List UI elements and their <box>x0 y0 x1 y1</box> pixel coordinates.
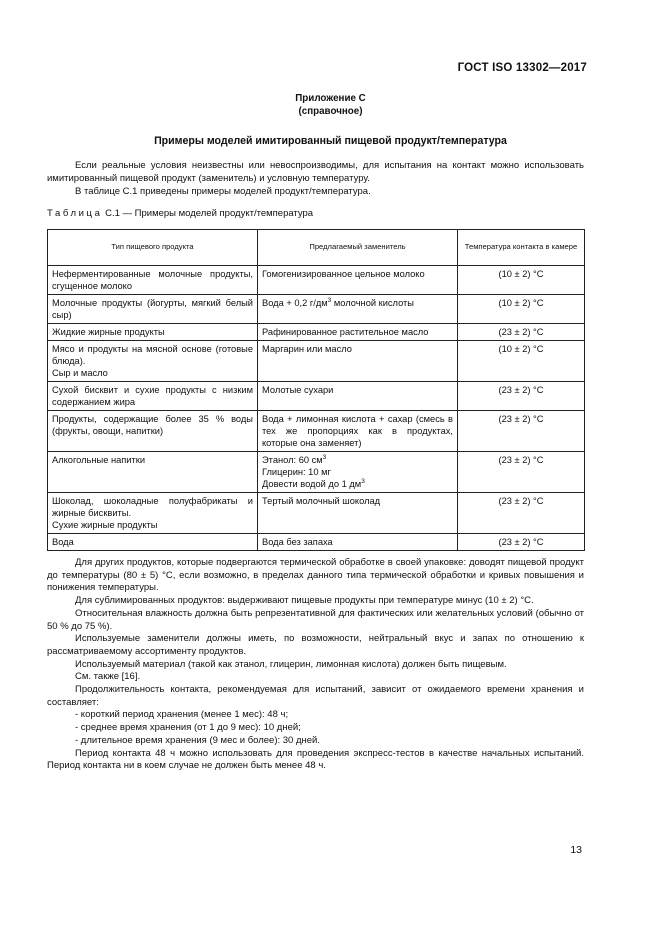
cell-substitute: Рафинированное растительное масло <box>258 324 458 341</box>
superscript: 3 <box>361 477 365 485</box>
page-number: 13 <box>570 844 582 856</box>
intro-paragraph: Если реальные условия неизвестны или невоспроизводимы, для испытания на контакт можно использовать имитированный пищевой продукт (заменитель) и условную температуру. <box>47 160 584 184</box>
cell-temperature: (23 ± 2) °С <box>458 534 585 551</box>
cell-temperature: (23 ± 2) °С <box>458 452 585 493</box>
substitute-text: Вода + 0,2 г/дм <box>262 298 328 308</box>
table-row <box>48 534 585 551</box>
cell-temperature: (10 ± 2) °С <box>458 266 585 295</box>
cell-substitute <box>258 295 458 324</box>
table-row <box>48 493 585 534</box>
substitute-text: Довести водой до 1 дм <box>262 479 362 489</box>
cell-product: Неферментированные молочные продукты, сгущенное молоко <box>48 266 258 295</box>
annex-heading <box>0 92 661 118</box>
substitute-text: молочной кислоты <box>331 298 414 308</box>
body-paragraph: Продолжительность контакта, рекомендуемая для испытаний, зависит от ожидаемого времени хранения и составляет: <box>47 684 584 708</box>
table-row <box>48 341 585 382</box>
cell-substitute: Гомогенизированное цельное молоко <box>258 266 458 295</box>
cell-substitute: Вода без запаха <box>258 534 458 551</box>
cell-substitute: Вода + лимонная кислота + сахар (смесь в тех же пропорциях как в продуктах, которые она заменяет) <box>258 411 458 452</box>
cell-product <box>48 493 258 534</box>
table-caption-rest: С.1 — Примеры моделей продукт/температура <box>102 208 314 219</box>
intro-text <box>47 159 584 198</box>
list-item: - длительное время хранения (9 мес и более): 30 дней. <box>75 734 320 746</box>
cell-product: Продукты, содержащие более 35 % воды (фрукты, овощи, напитки) <box>48 411 258 452</box>
cell-substitute: Молотые сухари <box>258 382 458 411</box>
body-paragraph: Используемые заменители должны иметь, по возможности, нейтральный вкус и запах по отношению к рассматриваемому ассортименту продуктов. <box>47 633 584 657</box>
cell-product: Сухой бисквит и сухие продукты с низким содержанием жира <box>48 382 258 411</box>
body-paragraph: Период контакта 48 ч можно использовать для проведения экспресс-тестов в качестве начальных испытаний. Период контакта ни в коем случае не должен быть менее 48 ч. <box>47 747 584 772</box>
cell-product: Алкогольные напитки <box>48 452 258 493</box>
intro-paragraph: В таблице С.1 приведены примеры моделей продукт/температура. <box>75 186 371 197</box>
cell-temperature: (23 ± 2) °С <box>458 382 585 411</box>
cell-product: Молочные продукты (йогурты, мягкий белый сыр) <box>48 295 258 324</box>
table-row <box>48 452 585 493</box>
cell-substitute: Тертый молочный шоколад <box>258 493 458 534</box>
cell-substitute: Маргарин или масло <box>258 341 458 382</box>
cell-product: Жидкие жирные продукты <box>48 324 258 341</box>
body-text <box>47 557 584 773</box>
table-row <box>48 266 585 295</box>
table-row <box>48 295 585 324</box>
body-paragraph: Для других продуктов, которые подвергаются термической обработке в своей упаковке: доводят пищевой продукт до температуры (80 ± 5) °С, если возможно, в пределах данного типа термической обработки и кривых повышения и понижения температуры. <box>47 557 584 594</box>
annex-title: Приложение С <box>295 93 366 104</box>
table-row <box>48 324 585 341</box>
header-substitute: Предлагаемый заменитель <box>258 230 458 266</box>
list-item: - среднее время хранения (от 1 до 9 мес): 10 дней; <box>75 722 301 734</box>
section-title: Примеры моделей имитированный пищевой продукт/температура <box>154 135 507 147</box>
annex-subtitle: (справочное) <box>298 106 363 117</box>
substitute-line: Глицерин: 10 мг <box>262 467 331 477</box>
cell-substitute <box>258 452 458 493</box>
cell-temperature: (23 ± 2) °С <box>458 411 585 452</box>
body-paragraph: См. также [16]. <box>75 671 141 683</box>
list-item: - короткий период хранения (менее 1 мес): 48 ч; <box>75 709 289 721</box>
substitute-text: Этанол: 60 см <box>262 455 323 465</box>
cell-temperature: (10 ± 2) °С <box>458 341 585 382</box>
product-line: Шоколад, шоколадные полуфабрикаты и жирные бисквиты. <box>52 496 253 518</box>
table-caption <box>47 208 313 219</box>
superscript: 3 <box>322 453 327 461</box>
product-line: Сыр и масло <box>52 368 108 378</box>
cell-temperature: (23 ± 2) °С <box>458 324 585 341</box>
table-caption-prefix: Таблица <box>47 208 103 219</box>
product-line: Мясо и продукты на мясной основе (готовые блюда). <box>52 344 253 366</box>
cell-temperature: (10 ± 2) °С <box>458 295 585 324</box>
cell-temperature: (23 ± 2) °С <box>458 493 585 534</box>
table-header-row <box>48 230 585 266</box>
table-row <box>48 382 585 411</box>
superscript: 3 <box>327 296 332 304</box>
body-paragraph: Используемый материал (такой как этанол, глицерин, лимонная кислота) должен быть пищевым. <box>75 658 507 670</box>
substitute-line <box>262 478 453 490</box>
substitute-line <box>262 454 453 466</box>
product-temperature-table <box>47 229 585 551</box>
body-paragraph: Для сублимированных продуктов: выдерживают пищевые продукты при температуре минус (10 ± 2) °С. <box>75 595 534 607</box>
header-product-type: Тип пищевого продукта <box>48 230 258 266</box>
cell-product: Вода <box>48 534 258 551</box>
product-line: Сухие жирные продукты <box>52 520 158 530</box>
header-temperature: Температура контакта в камере <box>458 230 585 266</box>
body-paragraph: Относительная влажность должна быть репрезентативной для фактических или желательных условий (обычно от 50 % до 75 %). <box>47 607 584 632</box>
cell-product <box>48 341 258 382</box>
table-row <box>48 411 585 452</box>
standard-designation: ГОСТ ISO 13302—2017 <box>457 62 587 74</box>
